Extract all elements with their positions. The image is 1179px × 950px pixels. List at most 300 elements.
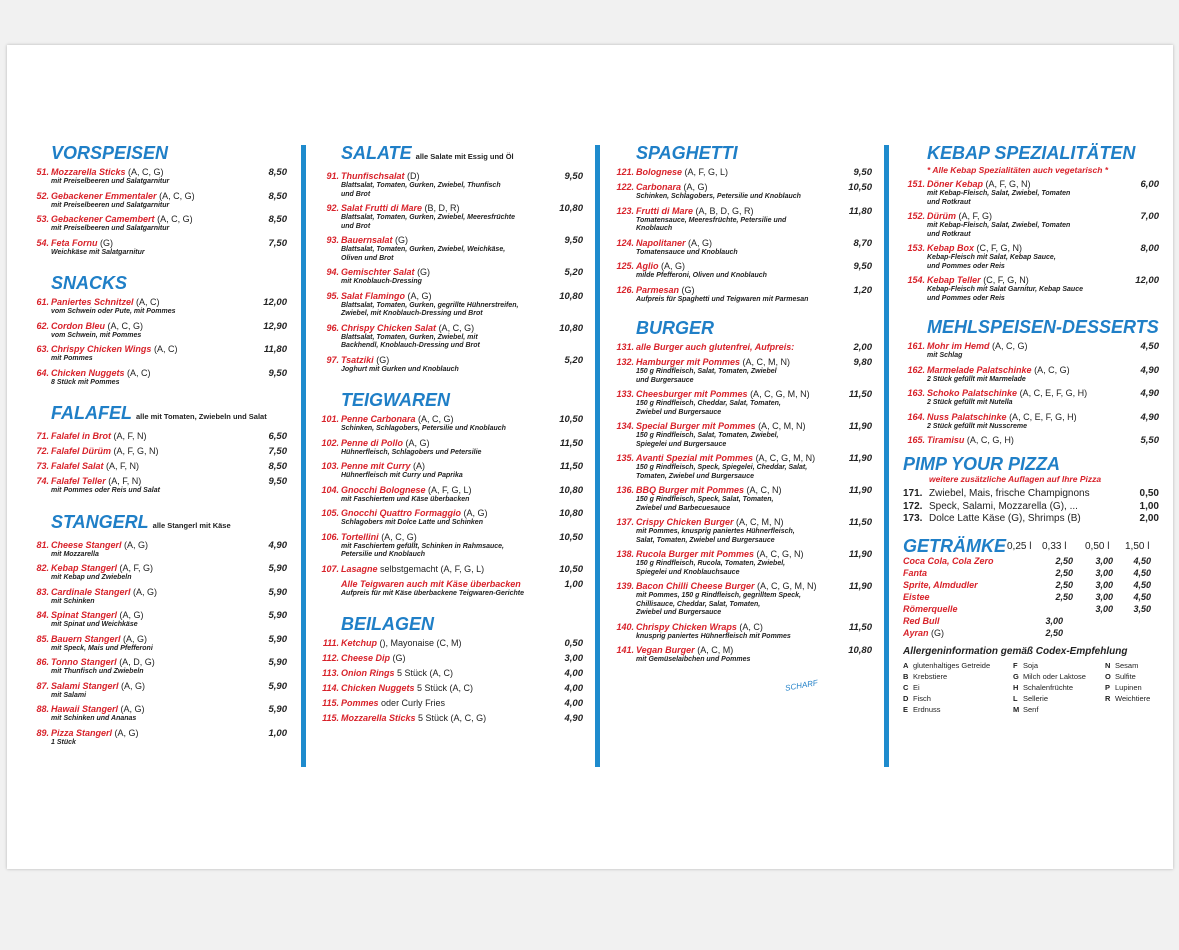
- drinks-table: [903, 536, 1159, 640]
- drink-name: Coca Cola, Cola Zero: [903, 555, 994, 566]
- item-allergens: (A, F, G): [958, 211, 993, 221]
- item-price: 10,80: [559, 322, 583, 334]
- item-allergens: (A, C, G): [107, 320, 144, 331]
- item-line: [341, 508, 583, 519]
- item-price: 8,50: [268, 461, 287, 472]
- item-number: 63.: [36, 344, 49, 354]
- item-price: 10,50: [848, 182, 872, 193]
- item-price: 5,90: [268, 563, 287, 574]
- menu-item: [317, 355, 583, 375]
- item-allergens: (A, C, G): [1034, 364, 1070, 375]
- item-description: mit Thunfisch und Zwiebeln: [51, 668, 144, 675]
- drink-rows: [903, 556, 1159, 640]
- item-number: 139.: [616, 581, 634, 591]
- item-description: Tomatensauce, Meeresfrüchte, Petersilie und: [636, 216, 787, 224]
- item-allergens: (G): [681, 284, 695, 295]
- item-number: 114.: [322, 683, 339, 693]
- item-name: Marmelade Palatschinke: [927, 364, 1032, 375]
- menu-item: [27, 321, 287, 341]
- menu-item: [27, 368, 287, 388]
- item-line: [636, 389, 872, 400]
- section-title: BURGER: [636, 318, 715, 338]
- item-description: Oliven und Brot: [341, 254, 394, 262]
- item-description: und Burgersauce: [636, 376, 694, 384]
- item-allergens: (A, C, G, M, N): [757, 581, 817, 591]
- item-allergens: (A, F, G, N): [113, 446, 159, 456]
- item-description: und Brot: [341, 222, 371, 230]
- item-allergens: (G): [417, 267, 431, 277]
- menu-item: [27, 191, 287, 211]
- item-price: 11,90: [848, 581, 872, 592]
- item-allergens: (A, G): [121, 680, 146, 691]
- item-line: [51, 344, 287, 355]
- item-allergens: (A, C): [739, 621, 763, 632]
- item-description: 150 g Rindfleisch, Rucola, Tomaten, Zwiebel,: [636, 560, 786, 567]
- item-allergens: (G): [392, 653, 406, 663]
- item-name: Hawaii Stangerl: [51, 704, 119, 714]
- menu-item: [612, 421, 872, 449]
- item-description: Spiegelei und Knoblauchsauce: [636, 568, 740, 576]
- item-description: 2 Stück gefüllt mit Nutella: [927, 399, 1013, 406]
- item-line: [341, 355, 583, 366]
- item-name: Cardinale Stangerl: [51, 586, 131, 597]
- item-description: mit Pommes: [51, 355, 93, 362]
- item-number: 61.: [36, 297, 49, 307]
- item-line: [927, 435, 1159, 446]
- pizza-item-text: Zwiebel, Mais, frische Champignons: [929, 488, 1090, 499]
- item-price: 10,80: [559, 508, 583, 519]
- item-line: [927, 275, 1159, 286]
- menu-item: [317, 291, 583, 319]
- drink-name: Sprite, Almdudler: [903, 579, 978, 590]
- item-number: 126.: [616, 284, 634, 295]
- menu-item: [27, 540, 287, 560]
- item-price: 11,50: [559, 461, 583, 472]
- drink-price: 2,50: [1055, 555, 1073, 566]
- menu-item: [317, 414, 583, 434]
- item-line: [341, 698, 583, 709]
- menu-item: [903, 275, 1159, 303]
- item-allergens: (A, G): [463, 508, 488, 518]
- item-line: [927, 243, 1159, 254]
- item-description: Zwiebel und Burgersauce: [636, 609, 722, 616]
- menu-item: [27, 587, 287, 607]
- allergen-entry: [1013, 694, 1048, 703]
- drink-name: Eistee: [903, 591, 930, 602]
- item-number: 93.: [326, 235, 339, 245]
- item-number: 164.: [907, 411, 925, 422]
- item-description: mit Spinat und Weichkäse: [51, 621, 138, 628]
- item-description: und Pommes oder Reis: [927, 294, 1005, 302]
- item-line: [341, 653, 583, 664]
- item-allergens: (A, C, G): [381, 531, 417, 542]
- pizza-item-price: 1,00: [1139, 500, 1159, 512]
- item-number: 64.: [36, 367, 49, 378]
- pizza-item-text: Dolce Latte Käse (G), Shrimps (B): [929, 513, 1081, 524]
- item-allergens: (A, G): [688, 237, 713, 248]
- item-name: Bauern Stangerl: [51, 633, 121, 644]
- item-number: 95.: [326, 290, 339, 301]
- allergen-key: L: [1013, 693, 1018, 703]
- item-line: [927, 179, 1159, 190]
- item-allergens: (A, G): [114, 727, 139, 738]
- item-name: Feta Fornu: [51, 237, 98, 248]
- item-line: [341, 683, 583, 694]
- item-price: 9,50: [268, 476, 287, 487]
- item-price: 12,00: [263, 297, 287, 308]
- item-description: mit Pommes, 150 g Rindfleisch, gegrilltem Speck,: [636, 592, 801, 599]
- item-line: [341, 171, 583, 182]
- item-allergens: (A, B, D, G, R): [695, 205, 754, 216]
- item-allergens: (A, C, G, M, N): [750, 389, 810, 399]
- item-name: Schoko Palatschinke: [927, 388, 1018, 398]
- item-price: 6,50: [268, 431, 287, 442]
- item-description: mit Mozzarella: [51, 550, 99, 558]
- allergen-entry: [903, 705, 941, 714]
- item-line: [51, 214, 287, 225]
- item-price: 6,00: [1140, 179, 1159, 190]
- item-number: 165.: [907, 435, 925, 445]
- item-number: 121.: [616, 167, 634, 177]
- menu-item: [317, 171, 583, 199]
- item-number: 135.: [616, 453, 634, 463]
- allergen-key: O: [1105, 671, 1111, 681]
- item-price: 8,50: [268, 190, 287, 202]
- section-title: KEBAP SPEZIALITÄTEN: [927, 143, 1136, 163]
- item-line: [51, 321, 287, 332]
- item-number: 62.: [36, 320, 49, 331]
- item-description: Schlagobers mit Dolce Latte und Schinken: [341, 519, 483, 526]
- section-title: FALAFEL alle mit Tomaten, Zwiebeln und Salat: [51, 403, 267, 423]
- allergen-key: P: [1105, 682, 1111, 692]
- item-line: [927, 365, 1159, 376]
- item-price: 10,80: [559, 203, 583, 214]
- item-price: 7,50: [268, 237, 287, 249]
- item-price: 11,80: [848, 205, 872, 217]
- allergen-key: F: [1013, 660, 1018, 670]
- item-line: [51, 728, 287, 739]
- item-line: [636, 238, 872, 249]
- menu-item: [27, 431, 287, 442]
- allergen-key: M: [1013, 704, 1020, 714]
- item-name: Cheesburger mit Pommes: [636, 389, 748, 399]
- item-name: Penne mit Curry: [341, 461, 411, 471]
- menu-item: [27, 681, 287, 701]
- section-note: alle mit Tomaten, Zwiebeln und Salat: [136, 412, 267, 421]
- item-description: vom Schwein, mit Pommes: [51, 331, 142, 339]
- item-name: Onion Rings: [341, 668, 395, 678]
- item-number: 107.: [321, 563, 339, 574]
- item-line: [341, 203, 583, 214]
- item-allergens: (A, C, N): [746, 485, 782, 495]
- item-number: 162.: [907, 364, 925, 375]
- item-description: 150 g Rindfleisch, Salat, Tomaten, Zwiebel: [636, 368, 777, 375]
- menu-item: [27, 461, 287, 472]
- allergen-text: Senf: [1023, 704, 1039, 714]
- item-number: 71.: [36, 431, 49, 441]
- item-name: Bolognese: [636, 167, 683, 177]
- section-title: VORSPEISEN: [51, 143, 169, 163]
- item-price: 1,00: [564, 578, 583, 590]
- item-name: Gnocchi Quattro Formaggio: [341, 508, 462, 518]
- allergen-entry: [903, 672, 947, 681]
- item-description: mit Knoblauch-Dressing: [341, 278, 422, 285]
- drink-row: [903, 556, 1159, 568]
- item-number: 54.: [36, 237, 49, 248]
- item-name: Döner Kebap: [927, 179, 984, 189]
- section-note: alle Salate mit Essig und Öl: [415, 152, 514, 161]
- item-allergens: (A, C, G): [418, 414, 454, 424]
- drink-price: 4,50: [1133, 591, 1151, 602]
- item-description: mit Kebap-Fleisch, Salat, Zwiebel, Tomaten: [927, 222, 1071, 229]
- item-name: Chicken Nuggets: [341, 683, 415, 693]
- item-price: 5,90: [268, 680, 287, 692]
- item-number: 163.: [907, 388, 925, 398]
- allergen-entry: [1105, 672, 1136, 681]
- item-number: 83.: [36, 586, 49, 597]
- item-price: 4,00: [564, 668, 583, 679]
- item-description: Zwiebel und Burgersauce: [636, 408, 722, 416]
- item-name: Crispy Chicken Burger: [636, 517, 734, 527]
- item-line: [636, 453, 872, 464]
- allergen-text: Milch oder Laktose: [1023, 671, 1086, 681]
- item-line: [51, 191, 287, 202]
- item-name: Cheese Dip: [341, 653, 391, 663]
- menu-item: [612, 261, 872, 281]
- item-allergens: (A, G): [124, 539, 149, 550]
- item-price: 10,80: [559, 484, 583, 496]
- item-description: mit Faschiertem und Käse überbacken: [341, 495, 470, 503]
- item-name: Penne di Pollo: [341, 437, 404, 448]
- item-name: Tonno Stangerl: [51, 657, 117, 667]
- item-name: Cheese Stangerl: [51, 539, 122, 550]
- item-description: 150 g Rindfleisch, Cheddar, Salat, Tomaten,: [636, 400, 781, 407]
- item-name: Chicken Nuggets: [51, 367, 125, 378]
- item-line: [341, 532, 583, 543]
- item-number: 52.: [36, 190, 49, 201]
- item-number: 123.: [616, 205, 634, 216]
- item-description: Zwiebel, mit Knoblauch-Dressing und Brot: [341, 310, 483, 317]
- item-number: 115.: [322, 698, 339, 708]
- item-description: mit Preiselbeeren und Salatgarnitur: [51, 225, 170, 232]
- menu-item: [317, 323, 583, 351]
- item-allergens: (C, F, G, N): [983, 275, 1029, 285]
- menu-item: [27, 214, 287, 234]
- item-line: [51, 634, 287, 645]
- menu-item: [317, 532, 583, 560]
- menu-item: [317, 485, 583, 505]
- item-price: 5,50: [1140, 435, 1159, 446]
- item-price: 10,80: [559, 290, 583, 302]
- item-price: 9,50: [268, 367, 287, 379]
- item-price: 5,90: [268, 657, 287, 668]
- drink-row: [903, 580, 1159, 592]
- item-number: 154.: [907, 275, 925, 285]
- item-price: 4,00: [564, 683, 583, 694]
- item-allergens: (A, G): [683, 182, 708, 192]
- column-divider: [884, 145, 889, 767]
- menu-item: [612, 357, 872, 385]
- item-allergens: (A, F, G, L): [428, 484, 472, 495]
- drink-row: [903, 616, 1159, 628]
- item-price: 9,50: [853, 167, 872, 178]
- item-allergens: (B, D, R): [424, 203, 460, 213]
- drink-row: [903, 568, 1159, 580]
- allergen-legend: [903, 657, 1159, 717]
- item-description: Blattsalat, Tomaten, Gurken, Zwiebel, Thunfisch: [341, 182, 501, 189]
- item-name: Dürüm: [927, 211, 956, 221]
- item-description: mit Schlag: [927, 352, 963, 359]
- item-description: mit Schinken und Ananas: [51, 715, 137, 722]
- allergen-entry: [1013, 672, 1086, 681]
- item-price: 10,50: [559, 563, 583, 575]
- item-name: Carbonara: [636, 182, 682, 192]
- menu-item: [317, 508, 583, 528]
- item-description: mit Gemüselaibchen und Pommes: [636, 656, 751, 663]
- item-line: [51, 704, 287, 715]
- item-price: 11,90: [848, 421, 872, 432]
- item-allergens: (A, G): [133, 586, 158, 597]
- item-price: 9,80: [853, 357, 872, 368]
- item-price: 10,80: [848, 645, 872, 656]
- pizza-item: [903, 513, 1159, 526]
- item-line: [51, 563, 287, 574]
- item-price: 12,90: [263, 320, 287, 332]
- item-allergens: (A, G): [405, 437, 430, 448]
- item-description: und Brot: [341, 190, 371, 198]
- item-number: 84.: [36, 610, 49, 620]
- item-name: Paniertes Schnitzel: [51, 297, 134, 307]
- item-allergens: (A, C): [153, 344, 178, 354]
- item-price: 11,50: [848, 389, 872, 400]
- item-description: mit Speck, Mais und Pfefferoni: [51, 644, 153, 652]
- item-allergens: (A, C, G): [159, 190, 195, 201]
- item-name: Vegan Burger: [636, 645, 695, 655]
- item-price: 11,50: [848, 517, 872, 528]
- item-description: mit Kebap und Zwiebeln: [51, 574, 132, 581]
- menu-column-1: [27, 143, 287, 751]
- item-price: 5,90: [268, 610, 287, 621]
- menu-item: [27, 728, 287, 748]
- menu-item: [317, 683, 583, 694]
- item-number: 91.: [326, 171, 339, 181]
- section-subnote: * Alle Kebap Spezialitäten auch vegetarisch *: [927, 165, 1109, 175]
- allergen-entry: [903, 661, 990, 670]
- item-name: Kebap Teller: [927, 275, 981, 285]
- item-price: 5,20: [564, 267, 583, 278]
- item-description: und Rotkraut: [927, 198, 971, 206]
- menu-item: [317, 203, 583, 231]
- menu-item: [27, 634, 287, 654]
- allergen-text: Soja: [1023, 660, 1039, 670]
- drink-price: 2,50: [1055, 591, 1073, 602]
- menu-item: [317, 564, 583, 575]
- allergen-text: Sulfite: [1115, 671, 1136, 681]
- item-number: 140.: [616, 621, 634, 632]
- item-price: 4,90: [268, 539, 287, 551]
- item-number: 88.: [36, 704, 49, 714]
- allergen-text: Schalenfrüchte: [1023, 682, 1074, 692]
- item-line: [51, 610, 287, 621]
- item-number: 137.: [616, 517, 634, 527]
- item-description: vom Schwein oder Pute, mit Pommes: [51, 308, 176, 315]
- item-description: mit Preiselbeeren und Salatgarnitur: [51, 178, 170, 185]
- item-name: Mohr im Hemd: [927, 341, 990, 351]
- allergen-entry: [1013, 661, 1038, 670]
- item-name: alle Burger auch glutenfrei, Aufpreis:: [636, 342, 795, 352]
- item-allergens: (G): [395, 235, 409, 245]
- item-name: BBQ Burger mit Pommes: [636, 485, 745, 495]
- drink-size: 0,33 l: [1042, 540, 1067, 552]
- item-description: Chillisauce, Cheddar, Salat, Tomaten,: [636, 600, 761, 608]
- menu-item: [27, 704, 287, 724]
- drink-price: 2,50: [1055, 579, 1073, 590]
- item-name: Mozzarella Sticks: [341, 713, 416, 723]
- item-allergens: (D): [407, 171, 420, 181]
- item-name: Tsatziki: [341, 354, 374, 365]
- item-allergens: (A, C): [136, 297, 160, 307]
- item-description: 2 Stück gefüllt mit Nusscreme: [927, 422, 1027, 430]
- item-number: 94.: [326, 267, 339, 277]
- item-description: knusprig paniertes Hühnerfleisch mit Pommes: [636, 632, 791, 640]
- item-line: [51, 587, 287, 598]
- drink-price: 3,00: [1095, 567, 1113, 578]
- menu-item: [317, 267, 583, 287]
- item-number: 87.: [36, 680, 49, 691]
- allergen-text: Krebstiere: [913, 671, 948, 681]
- item-name: Pizza Stangerl: [51, 727, 113, 738]
- item-price: 8,50: [268, 167, 287, 178]
- item-number: 92.: [326, 203, 339, 213]
- item-number: 103.: [321, 461, 339, 471]
- item-number: 74.: [36, 476, 49, 486]
- menu-item: [612, 342, 872, 353]
- item-line: [341, 438, 583, 449]
- item-allergens: (A, F, N): [113, 431, 147, 441]
- item-description: milde Pfefferoni, Oliven und Knoblauch: [636, 272, 767, 279]
- item-line: [927, 211, 1159, 222]
- item-name: Gnocchi Bolognese: [341, 484, 426, 495]
- item-allergens: (A, C, G): [128, 167, 164, 177]
- item-line: [927, 341, 1159, 352]
- item-number: 51.: [36, 167, 49, 177]
- item-price: 4,90: [564, 713, 583, 724]
- item-number: 112.: [322, 653, 339, 663]
- item-description: Salat, Tomaten, Zwiebel und Burgersauce: [636, 536, 775, 544]
- item-name: Pommes: [341, 698, 379, 708]
- item-price: 9,50: [564, 235, 583, 246]
- section-title: SALATE alle Salate mit Essig und Öl: [341, 143, 514, 163]
- allergen-title: Allergeninformation gemäß Codex-Empfehlung: [903, 645, 1128, 657]
- item-name: Penne Carbonara: [341, 414, 416, 424]
- item-name: Aglio: [636, 261, 659, 271]
- menu-item: [27, 167, 287, 187]
- item-line: [636, 549, 872, 560]
- column-divider: [301, 145, 306, 767]
- item-name: Mozzarella Sticks: [51, 167, 126, 177]
- pizza-item: [903, 501, 1159, 514]
- menu-item: [612, 517, 872, 545]
- drink-price: 3,50: [1133, 603, 1151, 614]
- item-description: 150 g Rindfleisch, Speck, Salat, Tomaten,: [636, 496, 774, 503]
- menu-item: [612, 453, 872, 481]
- item-line: [636, 357, 872, 368]
- item-price: 8,70: [853, 237, 872, 249]
- item-line: [51, 297, 287, 308]
- menu-item: [903, 243, 1159, 271]
- item-price: 1,20: [853, 284, 872, 296]
- item-number: 141.: [616, 645, 634, 655]
